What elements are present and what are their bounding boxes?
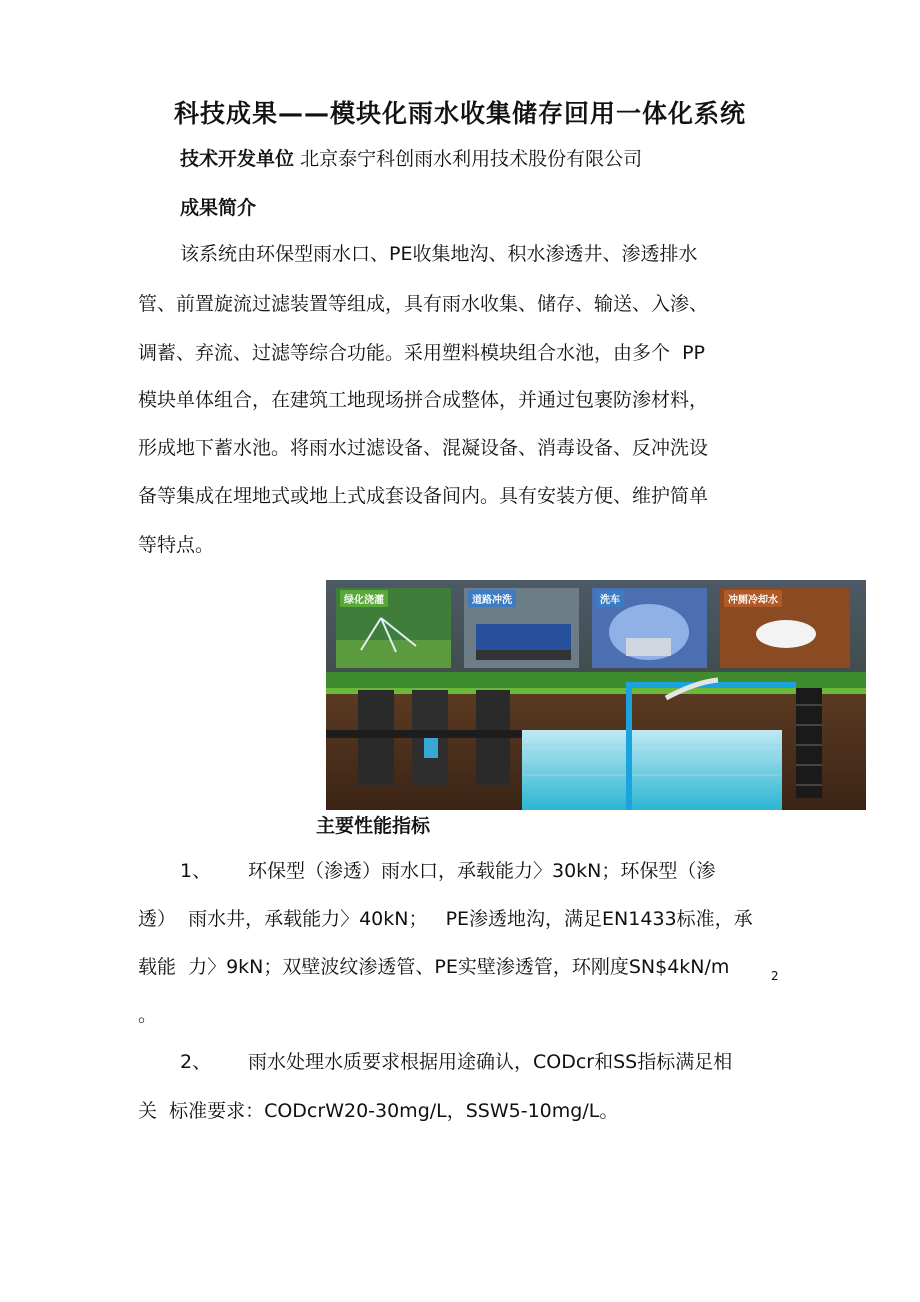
intro-line: 等特点。 [138, 534, 215, 556]
intro-line: 备等集成在埋地式或地上式成套设备间内。具有安装方便、维护简单 [138, 485, 709, 507]
developer-name: 北京泰宁科创雨水利用技术股份有限公司 [300, 148, 643, 170]
item-line: 环保型（渗透）雨水口，承载能力〉30kN；环保型（渗 [248, 860, 716, 882]
figure-label-toilet-cooling: 冲厕冷却水 [724, 590, 782, 607]
performance-heading: 主要性能指标 [316, 815, 431, 837]
figure-label-irrigation: 绿化浇灌 [340, 590, 388, 607]
illustration-graphic [326, 580, 866, 810]
item-line: 载能 力〉9kN；双壁波纹渗透管、PE实壁渗透管，环刚度SN$4kN/m [138, 956, 730, 978]
item-line: 。 [138, 1004, 158, 1026]
unit-subscript: 2 [771, 969, 779, 983]
developer-line [180, 147, 642, 171]
rainwater-system-illustration [326, 580, 866, 810]
intro-line: 模块单体组合，在建筑工地现场拼合成整体，并通过包裹防渗材料， [138, 389, 709, 411]
intro-line: 管、前置旋流过滤装置等组成，具有雨水收集、储存、输送、入渗、 [138, 293, 709, 315]
developer-label: 技术开发单位 [180, 148, 295, 170]
figure-label-road-washing: 道路冲洗 [468, 590, 516, 607]
document-title: 科技成果——模块化雨水收集储存回用一体化系统 [173, 99, 746, 128]
item-number: 2、 [180, 1051, 212, 1073]
figure-label-car-wash: 洗车 [596, 590, 624, 607]
item-line: 关 标准要求：CODcrW20-30mg/L，SSW5-10mg/L。 [138, 1100, 619, 1122]
item-line: 雨水处理水质要求根据用途确认，CODcr和SS指标满足相 [248, 1051, 733, 1073]
intro-line: 调蓄、弃流、过滤等综合功能。采用塑料模块组合水池，由多个 PP [138, 342, 705, 364]
intro-line: 该系统由环保型雨水口、PE收集地沟、积水渗透井、渗透排水 [180, 243, 698, 265]
intro-line: 形成地下蓄水池。将雨水过滤设备、混凝设备、消毒设备、反冲洗设 [138, 437, 709, 459]
item-number: 1、 [180, 860, 212, 882]
item-line: 透） 雨水井，承载能力〉40kN； PE渗透地沟，满足EN1433标准，承 [138, 908, 753, 930]
intro-heading: 成果简介 [180, 197, 257, 219]
